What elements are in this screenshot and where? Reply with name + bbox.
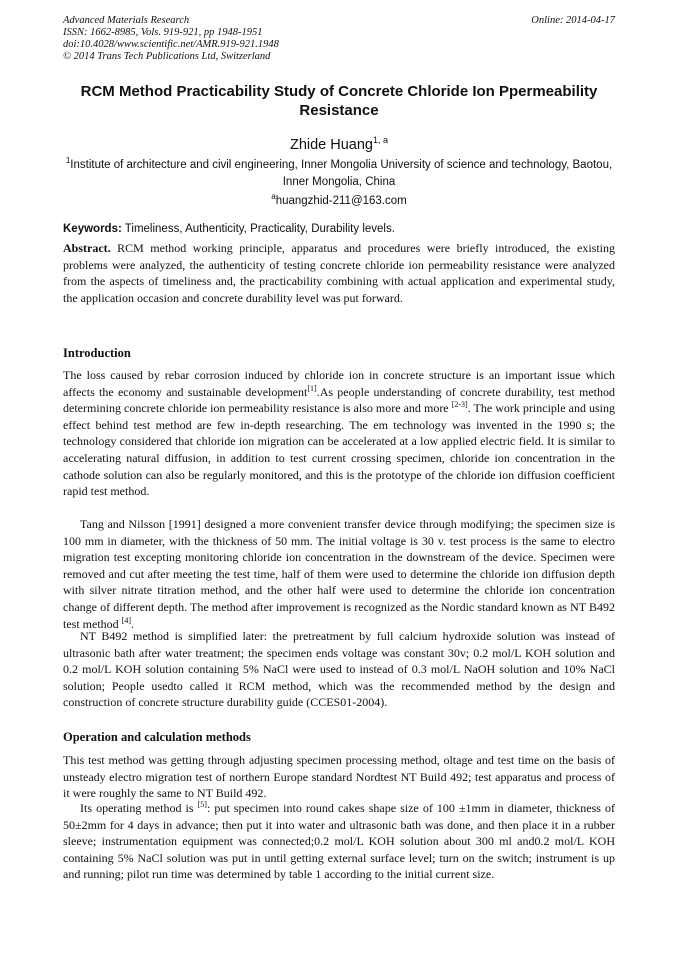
keywords-label: Keywords: bbox=[63, 223, 122, 235]
citation-2-3: [2-3] bbox=[451, 400, 468, 410]
abstract-text: RCM method working principle, apparatus and procedures were briefly introduced, the existing problems were analyzed, the authenticity of testing concrete chloride ion permeability resistance were analyzed from the aspects of timeliness and, the practicability combining with actual application and experimental study, the application occasion and concrete durability level was put forward. bbox=[63, 241, 615, 305]
p2-text-a: Tang and Nilsson [1991] designed a more convenient transfer device through modifying; the specimen size is 100 mm in diameter, with the thickness of 50 mm. The initial voltage is 30 v. test process is the same to electro migration test excepting monitoring chloride ion concentration in the downstream of the device. Specimen were removed and cut after meeting the test time, half of them were used to determine the chloride ion diffusion depth with silver nitrate titration method, and the other half were used to determine the chloride ion concentration change of different depth. The method after improvement is recognized as the Nordic standard known as NT B492 test method bbox=[63, 517, 615, 631]
paper-title: RCM Method Practicability Study of Concrete Chloride Ion Ppermeability Resistance bbox=[80, 83, 598, 119]
keywords-text: Timeliness, Authenticity, Practicality, Durability levels. bbox=[124, 223, 395, 235]
journal-doi: doi:10.4028/www.scientific.net/AMR.919-921.1948 bbox=[63, 39, 279, 50]
p1-text-b: .As people understanding of concrete durability, test method determining concrete chloride ion permeability resistance is also more and more bbox=[63, 384, 616, 416]
intro-paragraph-1 bbox=[63, 367, 615, 500]
email-sup: a bbox=[271, 192, 276, 201]
p1-text-c: . The work principle and using effect behind test method are few in-depth researching. The em technology was invented in the 1990 s; the technology considered that chloride ion migration can be accelerated at a low applied electric field. It is similar to accelerating natural diffusion, in addition to test current crossing specimen, chloride ion concentration in the cathode solution can also be regularly monitored, and this is the prototype of the chloride ion diffusion coefficient rapid test method. bbox=[63, 401, 615, 499]
citation-4: [4] bbox=[121, 615, 131, 625]
affiliation-text: Institute of architecture and civil engineering, Inner Mongolia University of science and technology, Baotou, Inner Mongolia, China bbox=[70, 159, 613, 188]
p5-text-a: Its operating method is bbox=[80, 801, 198, 815]
introduction-heading: Introduction bbox=[63, 346, 131, 360]
citation-5: [5] bbox=[197, 800, 207, 809]
intro-paragraph-3: NT B492 method is simplified later: the pretreatment by full calcium hydroxide solution was instead of ultrasonic bath after water treatment; the specimen ends voltage was constant 30v; 0.2 mol/L KOH solution and 0.2 mol/L KOH solution containing 5% NaCl were used to instead of 0.3 mol/L NaOH solution and 10% NaCl solution; People usedto called it RCM method, which was the recommended method by the design and construction of concrete structure durability guide (CCES01-2004). bbox=[63, 629, 615, 710]
operation-paragraph-1: This test method was getting through adjusting specimen processing method, oltage and test time on the basis of unsteady electro migration test of northern Europe standard Nordtest NT Build 492; test apparatus and process of it were roughly the same to NT Build 492. bbox=[63, 753, 615, 801]
journal-copyright: © 2014 Trans Tech Publications Ltd, Switzerland bbox=[63, 51, 271, 62]
author-sup: 1, a bbox=[373, 135, 389, 145]
email-address: huangzhid-211@163.com bbox=[275, 195, 407, 207]
author bbox=[63, 136, 615, 154]
citation-1: [1] bbox=[307, 383, 317, 393]
journal-name: Advanced Materials Research bbox=[63, 15, 190, 26]
operation-paragraph-2 bbox=[63, 800, 615, 883]
intro-paragraph-2 bbox=[63, 516, 615, 632]
p5-text-b: : put specimen into round cakes shape size of 100 ±1mm in diameter, thickness of 50±2mm for 4 days in advance; then put it into water and ultrasonic bath was done, and then place it in a rubber sleeve; instrumentation equipment was connected;0.2 mol/L KOH solution about 300 ml and0.2 mol/L KOH containing 5% NaCl solution was put in until getting external surface level; turn on the switch; instrument is up and running; pilot run time was determined by table 1 according to the initial current size. bbox=[63, 801, 615, 882]
author-name: Zhide Huang bbox=[289, 137, 373, 153]
journal-issn: ISSN: 1662-8985, Vols. 919-921, pp 1948-1951 bbox=[63, 27, 263, 38]
affiliation bbox=[63, 157, 615, 191]
author-email bbox=[63, 194, 615, 208]
online-date: Online: 2014-04-17 bbox=[531, 15, 615, 26]
abstract-label: Abstract. bbox=[63, 241, 111, 255]
p2-text-b: . bbox=[131, 616, 134, 631]
operation-heading: Operation and calculation methods bbox=[63, 730, 251, 744]
p1-text-a: The loss caused by rebar corrosion induced by chloride ion in concrete structure is an important issue which affects the economy and sustainable development bbox=[63, 368, 615, 399]
abstract bbox=[63, 240, 615, 306]
keywords bbox=[63, 222, 615, 236]
affiliation-sup: 1 bbox=[65, 156, 71, 165]
journal-header bbox=[63, 15, 615, 63]
